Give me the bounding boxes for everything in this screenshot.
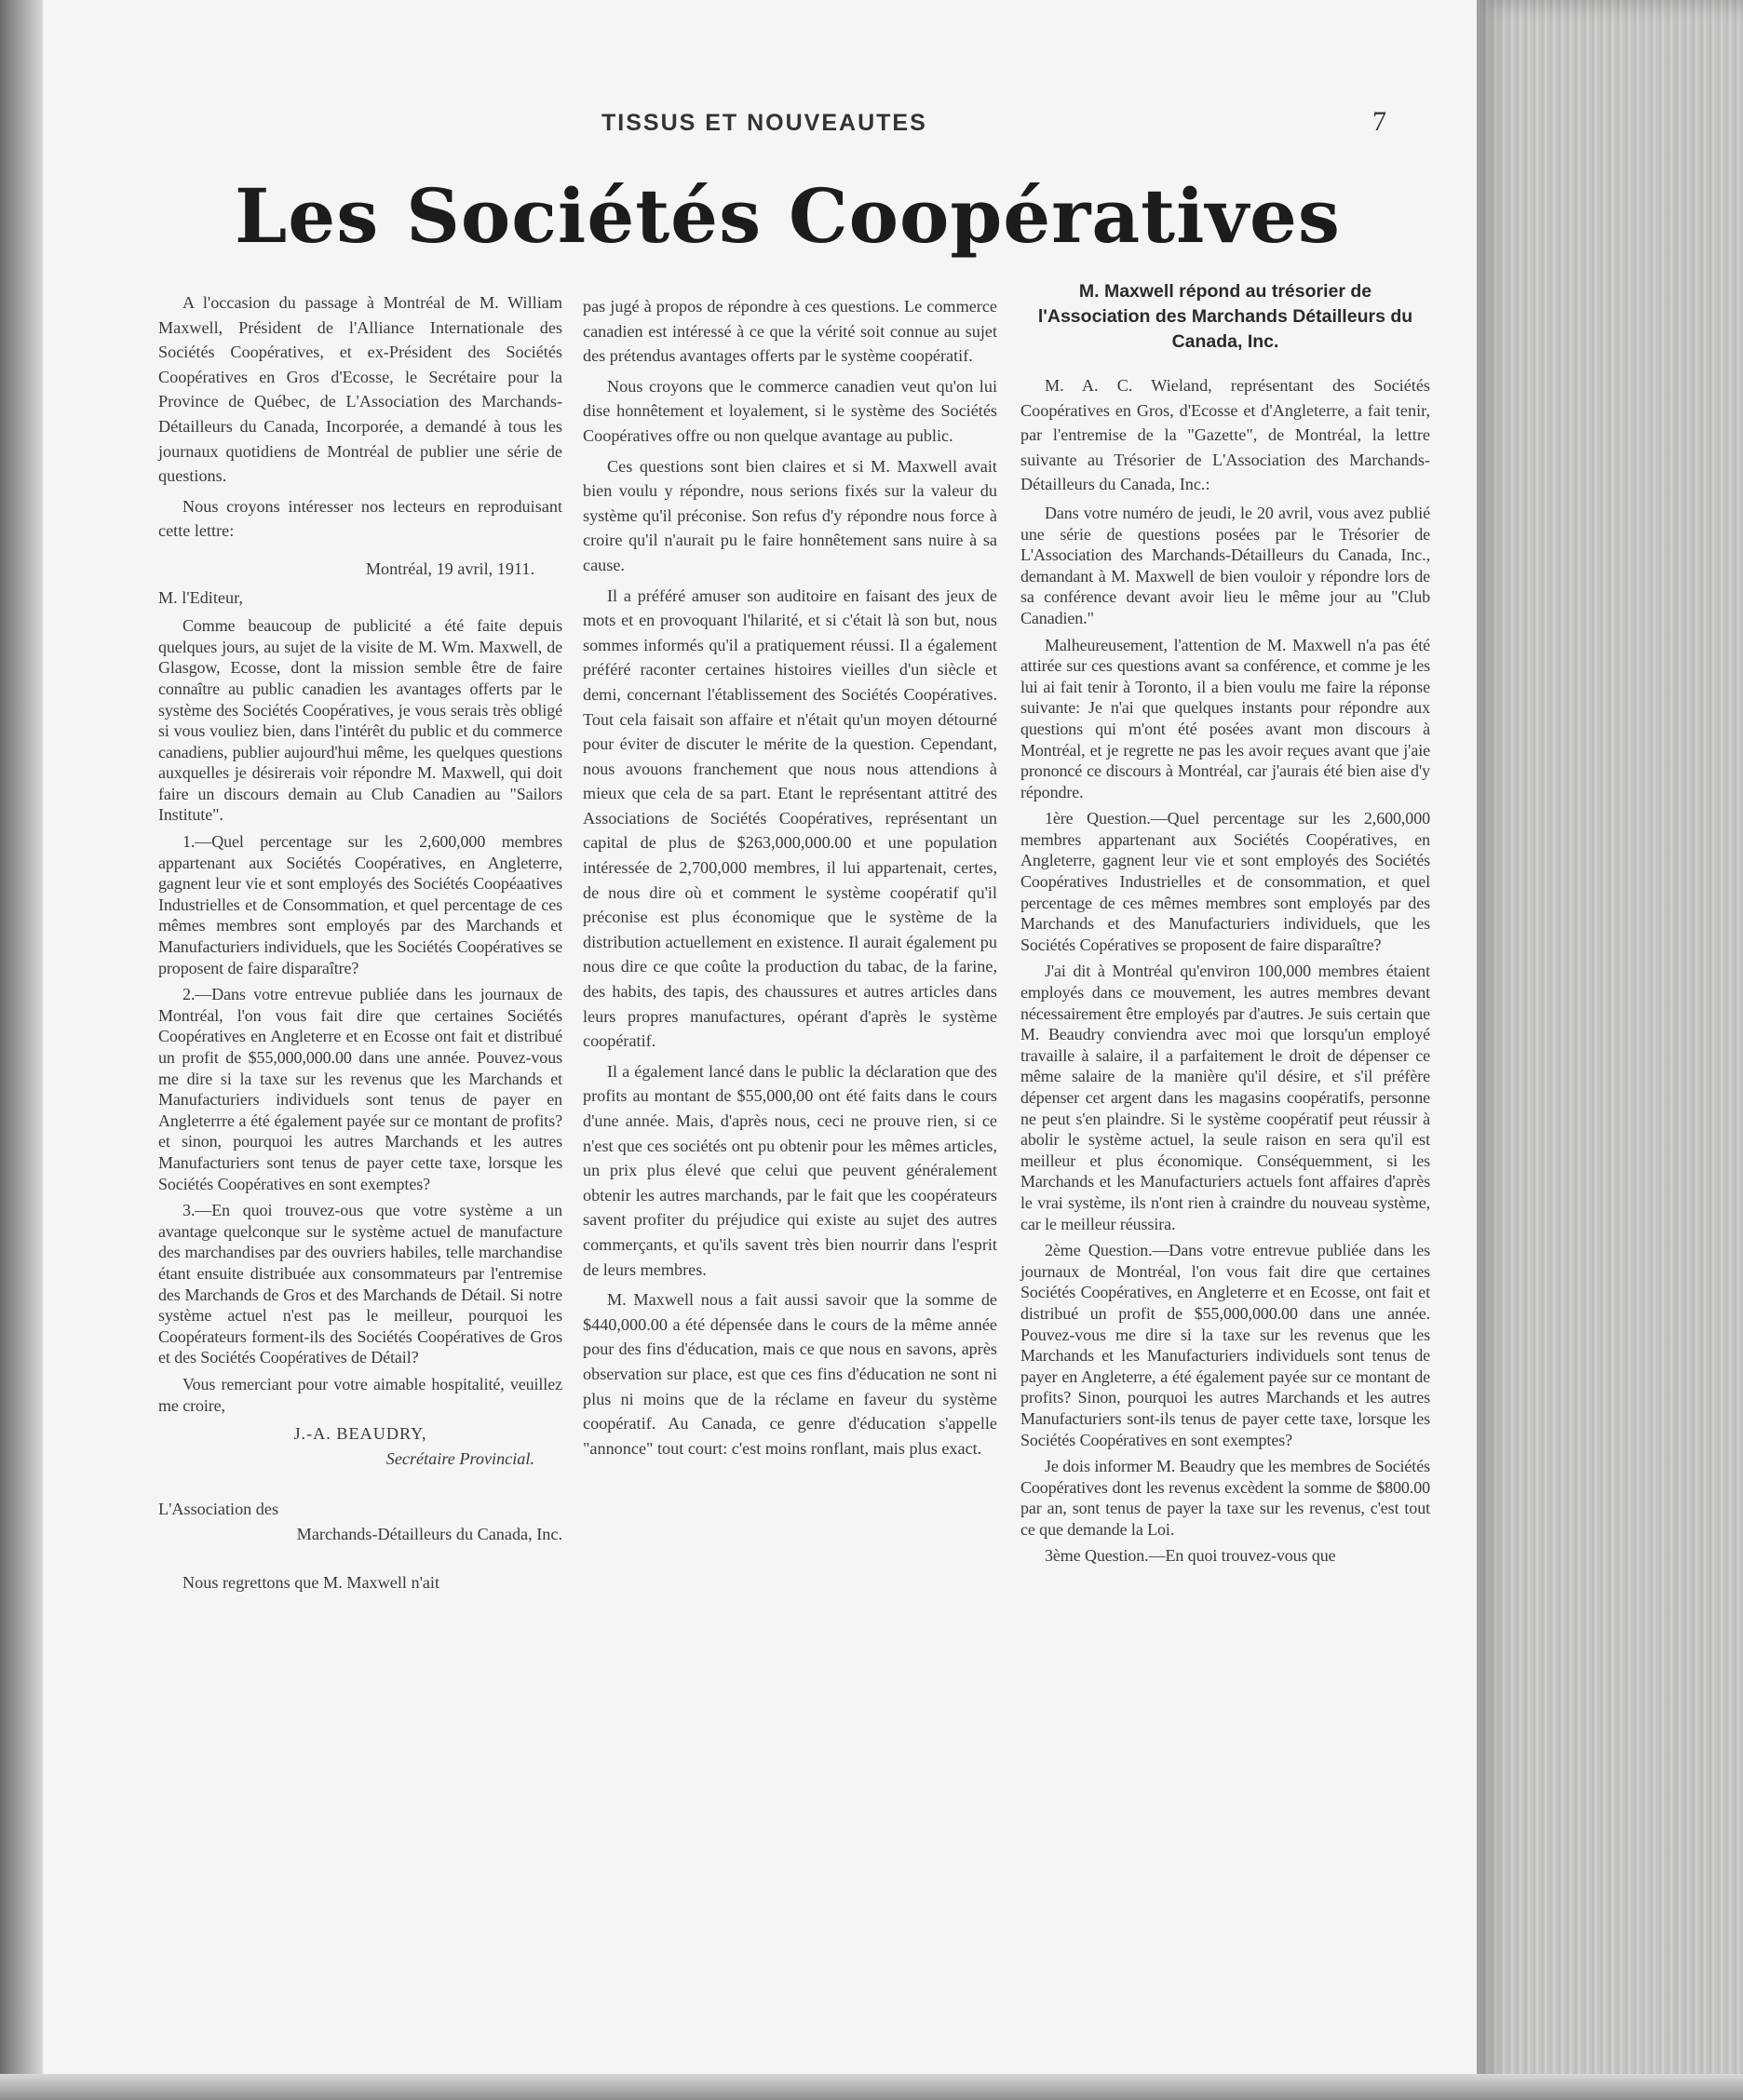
association-line: Marchands-Détailleurs du Canada, Inc. xyxy=(296,1524,562,1543)
paragraph: pas jugé à propos de répondre à ces questions. Le commerce canadien est intéressé à ce que la vérité soit connue au sujet des prétendus avantages offerts par le système coopératif. xyxy=(583,297,997,366)
article-title: Les Sociétés Coopératives xyxy=(235,172,1341,260)
signature-role: Secrétaire Provincial. xyxy=(385,1448,534,1468)
question-1: 1.—Quel percentage sur les 2,600,000 membres appartenant aux Sociétés Coopératives, en Angleterre, gagnent leur vie et sont employés des Sociétés Coopéaatives Industrielles et de Consommation, et quel percentage de ces mêmes membres sont employés par des Marchands et Manufacturiers individuels, que les Sociétés Coopératives se proposent de faire disparaître? xyxy=(158,832,562,977)
paragraph: Nous croyons que le commerce canadien veut qu'on lui dise honnêtement et loyalement, si le système des Sociétés Coopératives offre ou non quelque avantage au public. xyxy=(583,376,997,445)
page xyxy=(43,0,1477,2074)
signature-name: J.-A. BEAUDRY, xyxy=(293,1424,427,1444)
letter-closing: Vous remerciant pour votre aimable hospitalité, veuillez me croire, xyxy=(158,1374,562,1415)
column-1 xyxy=(158,290,562,1601)
paragraph: Je dois informer M. Beaudry que les membres de Sociétés Coopératives dont les revenus excèdent la somme de $800.00 par an, sont tenus de payer la taxe sur les revenus, c'est tout ce que demande la Loi. xyxy=(1020,1457,1430,1539)
paragraph: 1ère Question.—Quel percentage sur les 2,600,000 membres appartenant aux Sociétés Coopératives, en Angleterre, gagnent leur vie et sont employés des Sociétés Coopératives Industrielles et de consommation, et quel percentage de ces mêmes membres sont employés par des Marchands et des Manufacturiers individuels, que les Sociétés Copératives se proposent de faire disparaître? xyxy=(1020,809,1430,954)
paragraph: Dans votre numéro de jeudi, le 20 avril, vous avez publié une série de questions posées par le Trésorier de L'Association des Marchands-Détailleurs du Canada, Inc., demandant à M. Maxwell de bien vouloir y répondre lors de sa conférence devant avoir lieu le même jour au "Club Canadien." xyxy=(1020,503,1430,627)
intro-paragraph: Nous croyons intéresser nos lecteurs en reproduisant cette lettre: xyxy=(158,496,562,541)
paragraph: Malheureusement, l'attention de M. Maxwell n'a pas été attirée sur ces questions avant sa conférence, et comme je les lui ai fait tenir à Toronto, il a bien voulu me faire la réponse suivante: Je n'ai que quelques instants pour répondre aux questions qui m'ont été posées avant mon discours à Montréal, et je regrette ne pas les avoir reçues avant que j'aie prononcé ce discours à Montréal, car j'aurais été bien aise d'y répondre. xyxy=(1020,635,1430,801)
paragraph: 2ème Question.—Dans votre entrevue publiée dans les journaux de Montréal, l'on vous fait dire que certaines Sociétés Coopératives, en Angleterre et en Ecosse, ont fait et distribué un profit de $55,000,000.00 dans une année. Pouvez-vous me dire si la taxe sur les revenus que les Marchands et les Manufacturiers individuels sont tenus de payer en Angleterre, a été également payée sur ce montant de profits? Sinon, pourquoi les autres Marchands et les autres Manufacturiers sont-ils tenus de payer cette taxe, lorsque les Sociétés Coopératives en sont exemptes? xyxy=(1020,1241,1430,1449)
letter-body xyxy=(1020,503,1430,1567)
paragraph: Il a préféré amuser son auditoire en faisant des jeux de mots et en provoquant l'hilarité, et si c'était là son but, nous sommes informés qu'il a pratiquement réussi. Il a également préféré raconter certaines histoires vieilles d'un siècle et demi, concernant l'établissement des Sociétés Coopératives. Tout cela faisait son affaire et n'était qu'un moyen détourné pour éviter de discuter le mérite de la question. Cependant, nous avouons franchement que nous nous attendions à mieux que cela de sa part. Etant le représentant attitré des Associations de Sociétés Coopératives, représentant un capital de plus de $263,000,000.00 et une population intéressée de 2,700,000 membres, il lui appartenait, certes, de nous dire où et comment le système coopératif qu'il préconise est plus économique que le système de la distribution actuellement en existence. Il aurait également pu nous dire ce que coûte la production du tabac, de la farine, des habits, des tapis, des chaussures et autres articles dans leurs propres manufactures, opérant d'après le système coopératif. xyxy=(583,586,997,1051)
book-page-edges xyxy=(1473,0,1743,2100)
paragraph: M. Maxwell nous a fait aussi savoir que la somme de $440,000.00 a été dépensée dans le cours de la même année pour des fins d'éducation, mais ce que nous en savons, après observation sur place, est que ces fins d'éducation ne sont ni plus ni moins que de la réclame en faveur du système coopératif. Au Canada, ce genre d'éducation s'appelle "annonce" tout court: c'est moins ronflant, mais plus exact. xyxy=(583,1290,997,1458)
question-3: 3.—En quoi trouvez-ous que votre système a un avantage quelconque sur le système actuel de manufacture des marchandises par des ouvriers habiles, telle marchandise étant ensuite distribuée aux consommateurs par l'entremise des Marchands de Gros et des Marchands de Détail. Si notre système actuel n'est pas le meilleur, pourquoi les Coopérateurs forment-ils des Sociétés Coopératives de Gros et des Sociétés Coopératives de Détail? xyxy=(158,1201,562,1367)
book-binding-left xyxy=(0,0,43,2100)
letter-paragraph: Comme beaucoup de publicité a été faite depuis quelques jours, au sujet de la visite de M. Wm. Maxwell, de Glasgow, Ecosse, dont la mission semble être de faire connaître au public canadien les avantages offerts par le système des Sociétés Coopératives, je vous serais très obligé si vous vouliez bien, dans l'intérêt du public et du commerce canadiens, publier aujourd'hui même, les quelques questions auxquelles je désirerais voir répondre M. Maxwell, qui doit faire un discours demain au Club Canadien au "Sailors Institute". xyxy=(158,616,562,825)
association-line: L'Association des xyxy=(158,1500,279,1519)
column-2 xyxy=(583,294,997,1466)
letter-dateline: Montréal, 19 avril, 1911. xyxy=(365,559,534,578)
letter-body xyxy=(158,615,562,1416)
running-head: TISSUS ET NOUVEAUTES xyxy=(601,110,927,136)
intro-paragraph: A l'occasion du passage à Montréal de M. William Maxwell, Président de l'Alliance Internationale des Sociétés Coopératives, et ex-Président des Sociétés Coopératives en Gros d'Ecosse, le Secrétaire pour la Province de Québec, de L'Association des Marchands-Détailleurs du Canada, Incorporée, a demandé à tous les journaux quotidiens de Montréal de publier une série de questions. xyxy=(158,293,562,486)
letter-salutation: M. l'Editeur, xyxy=(158,587,243,607)
paragraph: Nous regrettons que M. Maxwell n'ait xyxy=(182,1573,440,1593)
paragraph: Il a également lancé dans le public la déclaration que des profits au montant de $55,000,00 ont été faits dans le cours d'une année. Mais, d'après nous, ceci ne prouve rien, si ce n'est que ces sociétés ont pu obtenir pour les mêmes articles, un prix plus élevé que celui que peuvent généralement obtenir les autres marchands, par le fait que les coopérateurs savent profiter du préjudice qui existe au sujet des autres commerçants, et qu'ils savent très bien nourrir dans l'esprit de leurs membres. xyxy=(583,1061,997,1279)
paragraph: J'ai dit à Montréal qu'environ 100,000 membres étaient employés dans ce mouvement, les autres membres devant nécessairement être employés par d'autres. Je suis certain que M. Beaudry conviendra avec moi que lorsqu'un employé travaille à salaire, il a parfaitement le droit de dépenser ce même salaire de la manière qu'il désire, et s'il préfère dépenser cet argent dans les magasins coopératifs, personne ne peut s'en plaindre. Si le système coopératif peut réussir à abolir le système actuel, la seule raison en sera qu'il est meilleur et plus économique. Conséquemment, si les Marchands et les Manufacturiers actuels font affaires d'après le vrai système, ils n'ont rien à craindre du nouveau système, car le meilleur réussira. xyxy=(1020,962,1430,1233)
section-heading: M. Maxwell répond au trésorier de l'Association des Marchands Détailleurs du Canada, Inc. xyxy=(1037,281,1413,352)
column-3 xyxy=(1020,279,1430,1572)
question-2: 2.—Dans votre entrevue publiée dans les journaux de Montréal, l'on vous fait dire que certaines Sociétés Coopératives en Angleterre et en Ecosse ont fait et distribué un profit de $55,000,000.00 dans une année. Pouvez-vous me dire si la taxe sur les revenus que les Marchands et Manufacturiers individuels sont tenus de payer en Angleterrre a été également payée sur ce montant de profits? et sinon, pourquoi les autres Marchands et les autres Manufacturiers sont tenus de payer cette taxe, lorsque les Sociétés Coopératives en sont exemptes? xyxy=(158,985,562,1193)
paragraph: Ces questions sont bien claires et si M. Maxwell avait bien voulu y répondre, nous serions fixés sur la valeur du système qu'il préconise. Son refus d'y répondre nous force à croire qu'il n'aurait pu le faire honnêtement sans nuire à sa cause. xyxy=(583,456,997,574)
book-bottom-edge xyxy=(0,2074,1743,2100)
paragraph: 3ème Question.—En quoi trouvez-vous que xyxy=(1045,1546,1336,1566)
page-number: 7 xyxy=(1372,106,1386,137)
paragraph: M. A. C. Wieland, représentant des Sociétés Coopératives en Gros, d'Ecosse et d'Angleterre, a fait tenir, par l'entremise de la "Gazette", de Montréal, la lettre suivante au Trésorier de L'Association des Marchands-Détailleurs du Canada, Inc.: xyxy=(1020,376,1430,494)
